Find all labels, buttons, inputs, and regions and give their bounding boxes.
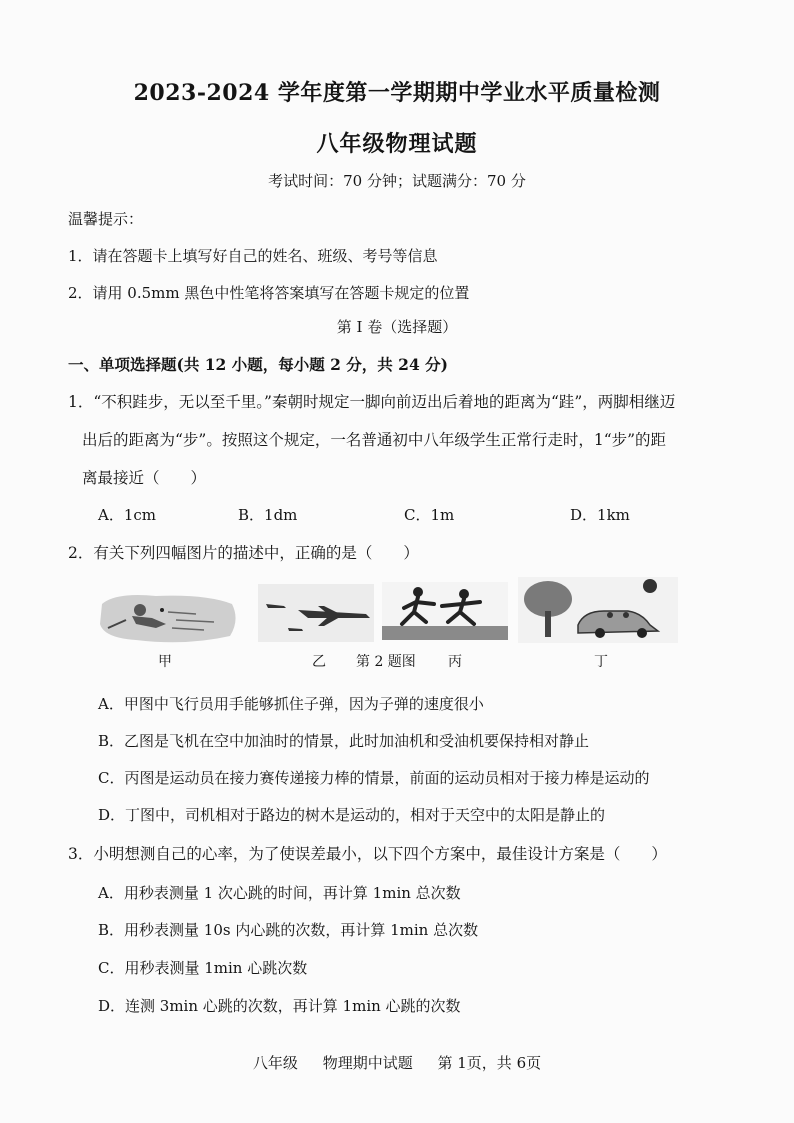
question-1-option-b: B．1dm bbox=[238, 506, 298, 524]
question-3-option-b: B．用秒表测量 10s 内心跳的次数，再计算 1min 总次数 bbox=[98, 921, 479, 939]
question-3-option-c: C．用秒表测量 1min 心跳次数 bbox=[98, 959, 308, 977]
page-footer bbox=[0, 1052, 794, 1073]
question-1-option-c: C．1m bbox=[404, 506, 455, 524]
exam-info: 考试时间：70 分钟；试题满分：70 分 bbox=[268, 172, 526, 190]
footer-subject: 物理期中试题 bbox=[322, 1054, 413, 1072]
figure-label-yi: 乙 bbox=[312, 654, 326, 670]
question-1-option-a: A．1cm bbox=[98, 506, 157, 524]
figure-jia bbox=[96, 590, 240, 646]
question-2-option-c: C．丙图是运动员在接力赛传递接力棒的情景，前面的运动员相对于接力棒是运动的 bbox=[98, 769, 650, 787]
question-3-option-d: D．连测 3min 心跳的次数，再计算 1min 心跳的次数 bbox=[98, 997, 461, 1015]
footer-page: 第 1页，共 6页 bbox=[437, 1054, 542, 1072]
footer-grade: 八年级 bbox=[252, 1054, 298, 1072]
figure-caption: 第 2 题图 bbox=[356, 654, 416, 670]
figure-ding bbox=[518, 577, 678, 643]
figure-label-ding: 丁 bbox=[594, 654, 608, 670]
question-2-option-b: B．乙图是飞机在空中加油时的情景，此时加油机和受油机要保持相对静止 bbox=[98, 732, 590, 750]
figure-label-bing: 丙 bbox=[448, 654, 462, 670]
figure-bing bbox=[382, 582, 508, 640]
question-2-option-d: D．丁图中，司机相对于路边的树木是运动的，相对于天空中的太阳是静止的 bbox=[98, 806, 606, 824]
tips-heading: 温馨提示： bbox=[68, 210, 144, 228]
question-1-line: 出后的距离为“步”。按照这个规定，一名普通初中八年级学生正常行走时，1“步”的距 bbox=[82, 431, 667, 449]
part-title: 第 I 卷（选择题） bbox=[336, 318, 458, 336]
question-2-option-a: A．甲图中飞行员用手能够抓住子弹，因为子弹的速度很小 bbox=[98, 695, 484, 713]
tip-item: 1．请在答题卡上填写好自己的姓名、班级、考号等信息 bbox=[68, 247, 438, 265]
question-1-line: 1．“不积跬步，无以至千里。”秦朝时规定一脚向前迈出后着地的距离为“跬”，两脚相继迈 bbox=[68, 393, 676, 411]
question-2-line: 2．有关下列四幅图片的描述中，正确的是（ ） bbox=[68, 544, 419, 562]
question-1-line: 离最接近（ ） bbox=[82, 469, 207, 487]
exam-title: 2023-2024 学年度第一学期期中学业水平质量检测 bbox=[133, 80, 661, 106]
question-3-line: 3．小明想测自己的心率，为了使误差最小，以下四个方案中，最佳设计方案是（ ） bbox=[68, 845, 667, 863]
tip-item: 2．请用 0.5mm 黑色中性笔将答案填写在答题卡规定的位置 bbox=[68, 284, 470, 302]
exam-subtitle: 八年级物理试题 bbox=[316, 131, 478, 157]
section-title: 一、单项选择题(共 12 小题，每小题 2 分，共 24 分) bbox=[68, 355, 448, 374]
figure-label-jia: 甲 bbox=[158, 654, 172, 670]
figure-yi bbox=[258, 584, 374, 642]
question-1-option-d: D．1km bbox=[570, 506, 630, 524]
question-3-option-a: A．用秒表测量 1 次心跳的时间，再计算 1min 总次数 bbox=[98, 884, 461, 902]
